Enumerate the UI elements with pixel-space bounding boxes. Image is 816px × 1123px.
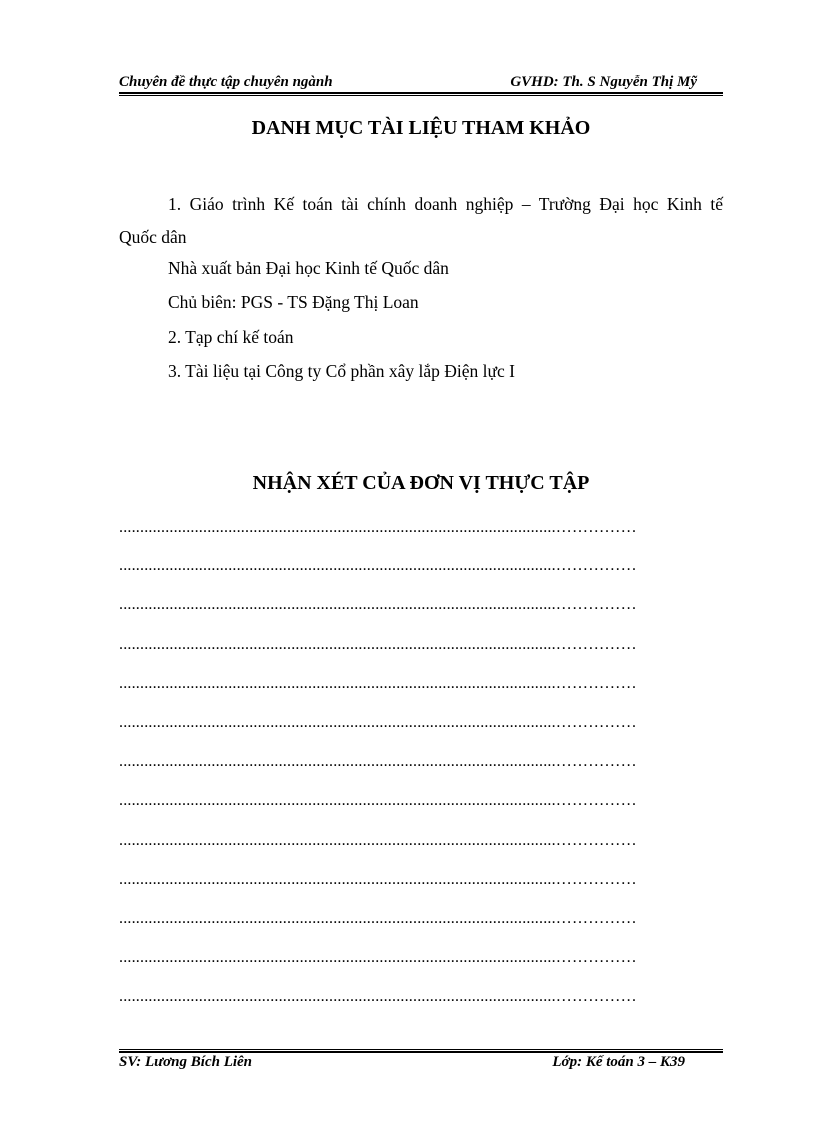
comment-dotted-line: ........................................................................................................…………… xyxy=(119,638,637,652)
comments-title: NHẬN XÉT CỦA ĐƠN VỊ THỰC TẬP xyxy=(252,472,590,494)
reference-item-1-line1: 1. Giáo trình Kế toán tài chính doanh nghiệp – Trường Đại học Kinh tế xyxy=(168,194,723,214)
header-divider xyxy=(119,92,723,96)
comment-dotted-line: ........................................................................................................…………… xyxy=(119,521,637,535)
footer-divider xyxy=(119,1049,723,1053)
page-header xyxy=(119,72,723,92)
comment-dotted-line: ........................................................................................................…………… xyxy=(119,716,637,730)
reference-item-3: 3. Tài liệu tại Công ty Cổ phần xây lắp Điện lực I xyxy=(168,361,515,381)
references-title: DANH MỤC TÀI LIỆU THAM KHẢO xyxy=(251,117,591,139)
comment-dotted-line: ........................................................................................................…………… xyxy=(119,834,637,848)
footer-student: SV: Lương Bích Liên xyxy=(119,1054,253,1070)
page-footer xyxy=(119,1054,723,1074)
comment-dotted-line: ........................................................................................................…………… xyxy=(119,794,637,808)
header-supervisor: GVHD: Th. S Nguyễn Thị Mỹ xyxy=(510,74,697,90)
comment-dotted-line: ........................................................................................................…………… xyxy=(119,559,637,573)
comment-dotted-line: ........................................................................................................…………… xyxy=(119,677,637,691)
comment-dotted-line: ........................................................................................................…………… xyxy=(119,598,637,612)
reference-editor: Chủ biên: PGS - TS Đặng Thị Loan xyxy=(168,292,419,312)
reference-publisher: Nhà xuất bản Đại học Kinh tế Quốc dân xyxy=(168,258,449,278)
header-course-title: Chuyên đề thực tập chuyên ngành xyxy=(119,74,333,90)
reference-item-1 xyxy=(119,188,723,254)
footer-class: Lớp: Kế toán 3 – K39 xyxy=(552,1054,685,1070)
comment-dotted-line: ........................................................................................................…………… xyxy=(119,755,637,769)
comment-dotted-line: ........................................................................................................…………… xyxy=(119,873,637,887)
reference-item-2: 2. Tạp chí kế toán xyxy=(168,327,294,347)
comment-dotted-line: ........................................................................................................…………… xyxy=(119,990,637,1004)
comment-dotted-line: ........................................................................................................…………… xyxy=(119,912,637,926)
comment-dotted-line: ........................................................................................................…………… xyxy=(119,951,637,965)
reference-item-1-line2: Quốc dân xyxy=(119,227,187,247)
